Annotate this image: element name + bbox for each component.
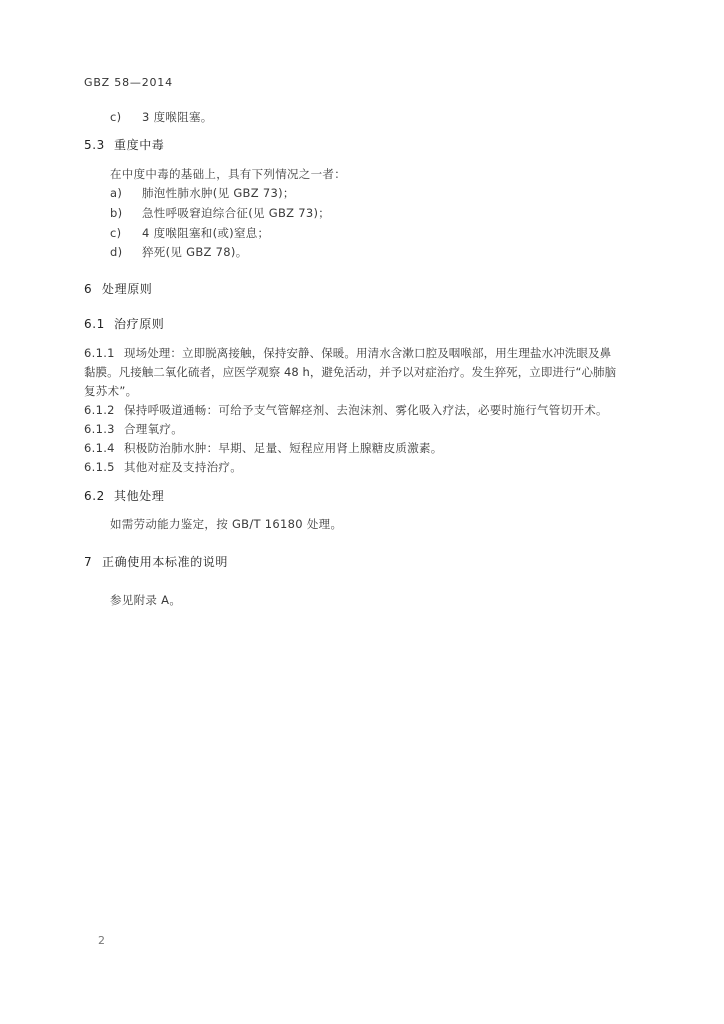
clause-number: 6.1.1 xyxy=(84,346,115,360)
section-number: 6.2 xyxy=(84,489,105,503)
item-text: 3 度喉阻塞。 xyxy=(142,110,213,124)
section-5-3-intro: 在中度中毒的基础上，具有下列情况之一者： xyxy=(110,167,346,181)
page-number: 2 xyxy=(98,934,106,947)
item-label: d) xyxy=(110,245,123,259)
item-text: 急性呼吸窘迫综合征(见 GBZ 73)； xyxy=(142,206,331,220)
item-label: c) xyxy=(110,110,122,124)
clause-6-1-1-line3: 复苏术”。 xyxy=(84,384,138,398)
item-label: c) xyxy=(110,226,122,240)
clause-text: 积极防治肺水肿：早期、足量、短程应用肾上腺糖皮质激素。 xyxy=(124,441,443,455)
list-item-a xyxy=(110,185,295,201)
item-text: 猝死(见 GBZ 78)。 xyxy=(142,245,248,259)
section-title: 其他处理 xyxy=(114,489,165,503)
clause-6-1-1-line2: 黏膜。凡接触二氧化硫者，应医学观察 48 h，避免活动，并予以对症治疗。发生猝死，立即进行“心肺脑 xyxy=(84,365,617,379)
section-7-text: 参见附录 A。 xyxy=(110,593,182,607)
clause-number: 6.1.4 xyxy=(84,441,115,455)
section-7-heading xyxy=(84,554,228,570)
section-6-2-text: 如需劳动能力鉴定，按 GB/T 16180 处理。 xyxy=(110,517,343,531)
item-label: a) xyxy=(110,186,123,200)
clause-text: 现场处理：立即脱离接触，保持安静、保暖。用清水含漱口腔及咽喉部，用生理盐水冲洗眼及鼻 xyxy=(124,346,612,360)
item-text: 肺泡性肺水肿(见 GBZ 73)； xyxy=(142,186,295,200)
section-number: 7 xyxy=(84,555,93,569)
clause-text: 保持呼吸道通畅：可给予支气管解痉剂、去泡沫剂、雾化吸入疗法，必要时施行气管切开术。 xyxy=(124,403,608,417)
section-number: 6.1 xyxy=(84,317,105,331)
list-item-c xyxy=(110,225,269,241)
section-5-3-heading xyxy=(84,137,164,153)
section-6-2-heading xyxy=(84,488,164,504)
clause-6-1-4 xyxy=(84,440,443,456)
clause-6-1-3 xyxy=(84,421,183,437)
list-item-d xyxy=(110,244,248,260)
clause-6-1-2 xyxy=(84,402,608,418)
clause-number: 6.1.2 xyxy=(84,403,115,417)
clause-number: 6.1.5 xyxy=(84,460,115,474)
list-item-c-prev xyxy=(110,109,213,125)
section-title: 正确使用本标准的说明 xyxy=(102,555,229,569)
section-6-heading xyxy=(84,281,152,297)
section-title: 处理原则 xyxy=(102,282,153,296)
standard-code: GBZ 58—2014 xyxy=(84,76,173,89)
section-number: 6 xyxy=(84,282,93,296)
clause-text: 其他对症及支持治疗。 xyxy=(124,460,242,474)
section-title: 治疗原则 xyxy=(114,317,165,331)
clause-number: 6.1.3 xyxy=(84,422,115,436)
clause-6-1-1-line1 xyxy=(84,345,611,361)
item-label: b) xyxy=(110,206,123,220)
clause-6-1-5 xyxy=(84,459,242,475)
clause-text: 合理氧疗。 xyxy=(124,422,183,436)
section-title: 重度中毒 xyxy=(114,138,165,152)
list-item-b xyxy=(110,205,330,221)
section-number: 5.3 xyxy=(84,138,105,152)
section-6-1-heading xyxy=(84,316,164,332)
item-text: 4 度喉阻塞和(或)窒息； xyxy=(142,226,270,240)
